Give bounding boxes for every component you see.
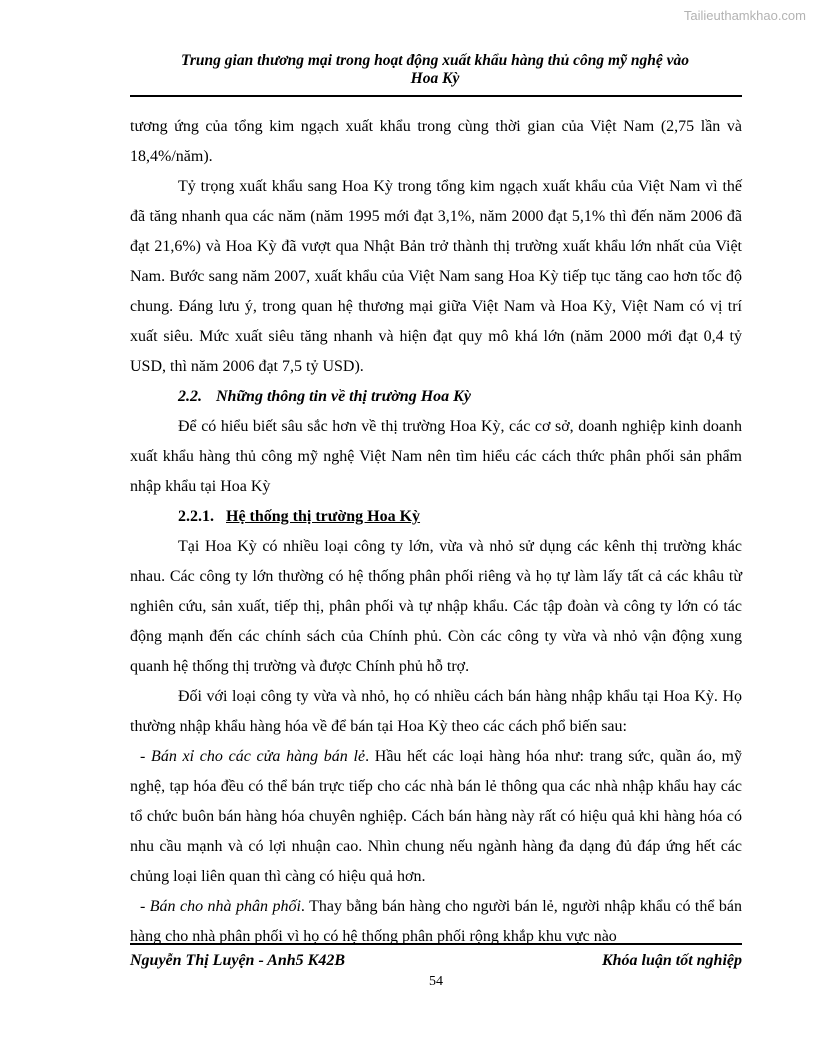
subsection-heading (130, 502, 742, 532)
bullet-item-1 (130, 742, 742, 892)
subsection-title: Hệ thống thị trường Hoa Kỳ (226, 508, 421, 525)
bullet-2-dash: - (140, 898, 150, 915)
section-heading (130, 382, 742, 412)
bullet-2-text: . Thay bằng bán hàng cho người bán lẻ, người nhập khẩu có thể bán hàng cho nhà phân phối vì họ có hệ thống phân phối rộng khắp khu vực nào (130, 898, 743, 945)
footer-divider (130, 943, 742, 945)
footer-author: Nguyễn Thị Luyện - Anh5 K42B (130, 952, 345, 969)
subsection-number: 2.2.1. (178, 508, 214, 525)
bullet-1-text: . Hầu hết các loại hàng hóa như: trang sức, quần áo, mỹ nghệ, tạp hóa đều có thể bán trực tiếp cho các nhà bán lẻ thông qua các nhà nhập khẩu hay các tổ chức buôn bán hàng hóa chuyên nghiệp. Cách bán hàng này rất có hiệu quả khi hàng hóa có nhu cầu mạnh và có lợi nhuận cao. Nhìn chung nếu ngành hàng đa dạng đủ đáp ứng hết các chủng loại liên quan thì càng có hiệu quả hơn. (130, 748, 743, 885)
paragraph-2: Tỷ trọng xuất khẩu sang Hoa Kỳ trong tổng kim ngạch xuất khẩu của Việt Nam vì thế đã tăng nhanh qua các năm (năm 1995 mới đạt 3,1%, năm 2000 đạt 5,1% thì đến năm 2006 đã đạt 21,6%) và Hoa Kỳ đã vượt qua Nhật Bản trở thành thị trường xuất khẩu lớn nhất của Việt Nam. Bước sang năm 2007, xuất khẩu của Việt Nam sang Hoa Kỳ tiếp tục tăng cao hơn tốc độ chung. Đáng lưu ý, trong quan hệ thương mại giữa Việt Nam và Hoa Kỳ, Việt Nam có vị trí xuất siêu. Mức xuất siêu tăng nhanh và hiện đạt quy mô khá lớn (năm 2000 mới đạt 0,4 tỷ USD, thì năm 2006 đạt 7,5 tỷ USD). (130, 178, 742, 375)
watermark: Tailieuthamkhao.com (683, 8, 806, 23)
bullet-1-lead: Bán xỉ cho các cửa hàng bán lẻ (151, 748, 366, 765)
paragraph-1: tương ứng của tổng kim ngạch xuất khẩu trong cùng thời gian của Việt Nam (2,75 lần và 18,4%/năm). (130, 118, 742, 165)
paragraph-5: Đối với loại công ty vừa và nhỏ, họ có nhiều cách bán hàng nhập khẩu tại Hoa Kỳ. Họ thường nhập khẩu hàng hóa về để bán tại Hoa Kỳ theo các cách phổ biến sau: (130, 688, 742, 735)
paragraph-3: Để có hiểu biết sâu sắc hơn về thị trường Hoa Kỳ, các cơ sở, doanh nghiệp kinh doanh xuất khẩu hàng thủ công mỹ nghệ Việt Nam nên tìm hiểu các cách thức phân phối sản phẩm nhập khẩu tại Hoa Kỳ (130, 418, 742, 495)
page-header-title (130, 52, 740, 88)
header-divider (130, 95, 742, 97)
section-number: 2.2. (178, 388, 202, 405)
bullet-1-dash: - (140, 748, 152, 765)
header-title-line2: Hoa Kỳ (410, 70, 460, 87)
page-number: 54 (429, 974, 443, 989)
document-body (130, 112, 742, 952)
bullet-2-lead: Bán cho nhà phân phối (149, 898, 301, 915)
paragraph-4: Tại Hoa Kỳ có nhiều loại công ty lớn, vừa và nhỏ sử dụng các kênh thị trường khác nhau. Các công ty lớn thường có hệ thống phân phối riêng và họ tự làm lấy tất cả các khâu từ nghiên cứu, sản xuất, tiếp thị, phân phối và tự nhập khẩu. Các tập đoàn và công ty lớn có tác động mạnh đến các chính sách của Chính phủ. Còn các công ty vừa và nhỏ vận động xung quanh hệ thống thị trường và được Chính phủ hỗ trợ. (130, 538, 742, 675)
footer-doc-type: Khóa luận tốt nghiệp (601, 952, 742, 969)
header-title-line1: Trung gian thương mại trong hoạt động xuất khẩu hàng thủ công mỹ nghệ vào (180, 52, 689, 69)
section-title: Những thông tin về thị trường Hoa Kỳ (216, 388, 471, 405)
